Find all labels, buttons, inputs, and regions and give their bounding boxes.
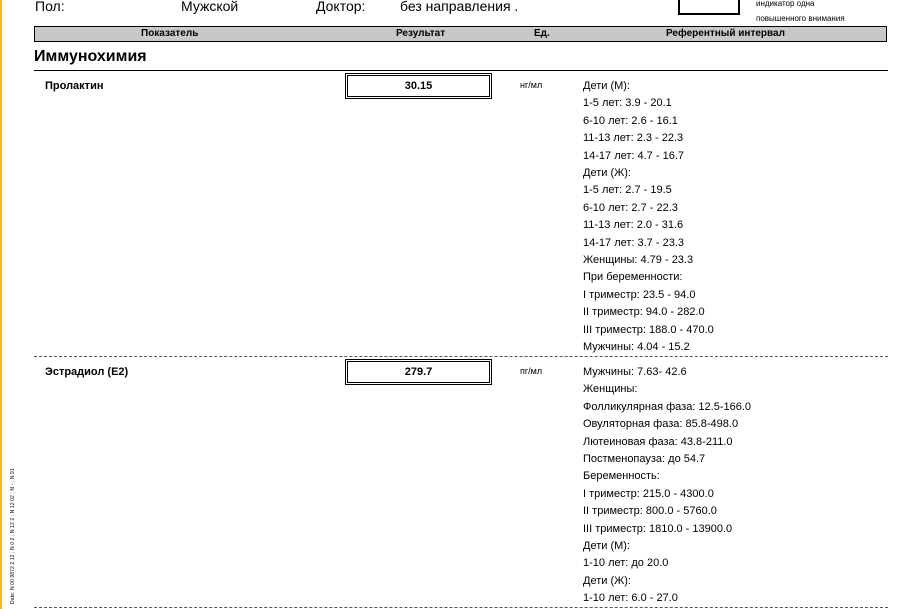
reference-line: Дети (Ж):: [583, 167, 631, 180]
reference-line: Мужчины: 7.63- 42.6: [583, 366, 687, 378]
reference-interval-prolactin: [583, 78, 714, 357]
column-header-result: Результат: [396, 28, 446, 39]
reference-line: II триместр: 94.0 - 282.0: [583, 306, 705, 319]
indicator-legend-box: [678, 0, 740, 15]
reference-line: III триместр: 188.0 - 470.0: [583, 323, 714, 336]
result-value-estradiol: 279.7: [345, 359, 492, 385]
reference-line: 11-13 лет: 2.0 - 31.6: [583, 219, 684, 232]
reference-line: I триместр: 23.5 - 94.0: [583, 288, 696, 301]
reference-line: Овуляторная фаза: 85.8-498.0: [583, 418, 739, 431]
table-header: [34, 26, 887, 42]
row-divider: [34, 356, 888, 357]
reference-line: 6-10 лет: 2.7 - 22.3: [583, 201, 678, 214]
reference-line: 1-5 лет: 2.7 - 19.5: [583, 184, 672, 197]
gender-label: Пол:: [35, 0, 65, 14]
reference-line: I триместр: 215.0 - 4300.0: [583, 487, 714, 500]
left-margin-rule: [0, 0, 2, 609]
indicator-note: [756, 0, 845, 26]
column-header-unit: Ед.: [534, 28, 550, 39]
reference-line: Дети (М):: [583, 80, 630, 92]
reference-line: 14-17 лет: 3.7 - 23.3: [583, 236, 684, 249]
reference-line: 1-10 лет: до 20.0: [583, 557, 669, 570]
reference-line: 11-13 лет: 2.3 - 22.3: [583, 132, 684, 145]
result-value-prolactin: 30.15: [345, 73, 492, 99]
reference-line: 14-17 лет: 4.7 - 16.7: [583, 149, 684, 162]
reference-line: Дети (М):: [583, 540, 630, 553]
column-header-name: Показатель: [141, 28, 199, 39]
reference-line: III триместр: 1810.0 - 13900.0: [583, 522, 733, 535]
reference-line: 6-10 лет: 2.6 - 16.1: [583, 114, 678, 127]
indicator-note-line-1: индикатор одна: [756, 0, 815, 8]
reference-line: 1-5 лет: 3.9 - 20.1: [583, 97, 672, 110]
unit-prolactin: нг/мл: [520, 80, 543, 90]
test-name-estradiol: Эстрадиол (Е2): [45, 366, 129, 378]
reference-interval-estradiol: [583, 364, 751, 608]
reference-line: Беременность:: [583, 470, 660, 483]
gender-value: Мужской: [181, 0, 239, 14]
column-header-reference: Референтный интервал: [666, 28, 785, 39]
test-name-prolactin: Пролактин: [45, 80, 104, 92]
section-title: Иммунохимия: [34, 48, 147, 65]
indicator-note-line-2: повышенного внимания: [756, 14, 845, 23]
row-divider: [34, 607, 888, 608]
reference-line: Постменопауза: до 54.7: [583, 453, 706, 466]
reference-line: Фолликулярная фаза: 12.5-166.0: [583, 400, 752, 413]
reference-line: При беременности:: [583, 271, 683, 284]
reference-line: Женщины:: [583, 383, 638, 396]
reference-line: Женщины: 4.79 - 23.3: [583, 254, 694, 267]
doctor-label: Доктор:: [316, 0, 366, 14]
doctor-value: без направления .: [400, 0, 519, 14]
side-barcode-text: Date: N 00 9872 2 12 ; N 0 2 ; N 12 2 ; N 12 02 ; N - ; N 91: [10, 468, 16, 604]
reference-line: 1-10 лет: 6.0 - 27.0: [583, 592, 678, 605]
reference-line: Лютеиновая фаза: 43.8-211.0: [583, 435, 733, 448]
reference-line: Дети (Ж):: [583, 574, 631, 587]
reference-line: Мужчины: 4.04 - 15.2: [583, 341, 690, 354]
reference-line: II триместр: 800.0 - 5760.0: [583, 505, 717, 518]
section-divider: [34, 70, 888, 71]
unit-estradiol: пг/мл: [520, 366, 543, 376]
